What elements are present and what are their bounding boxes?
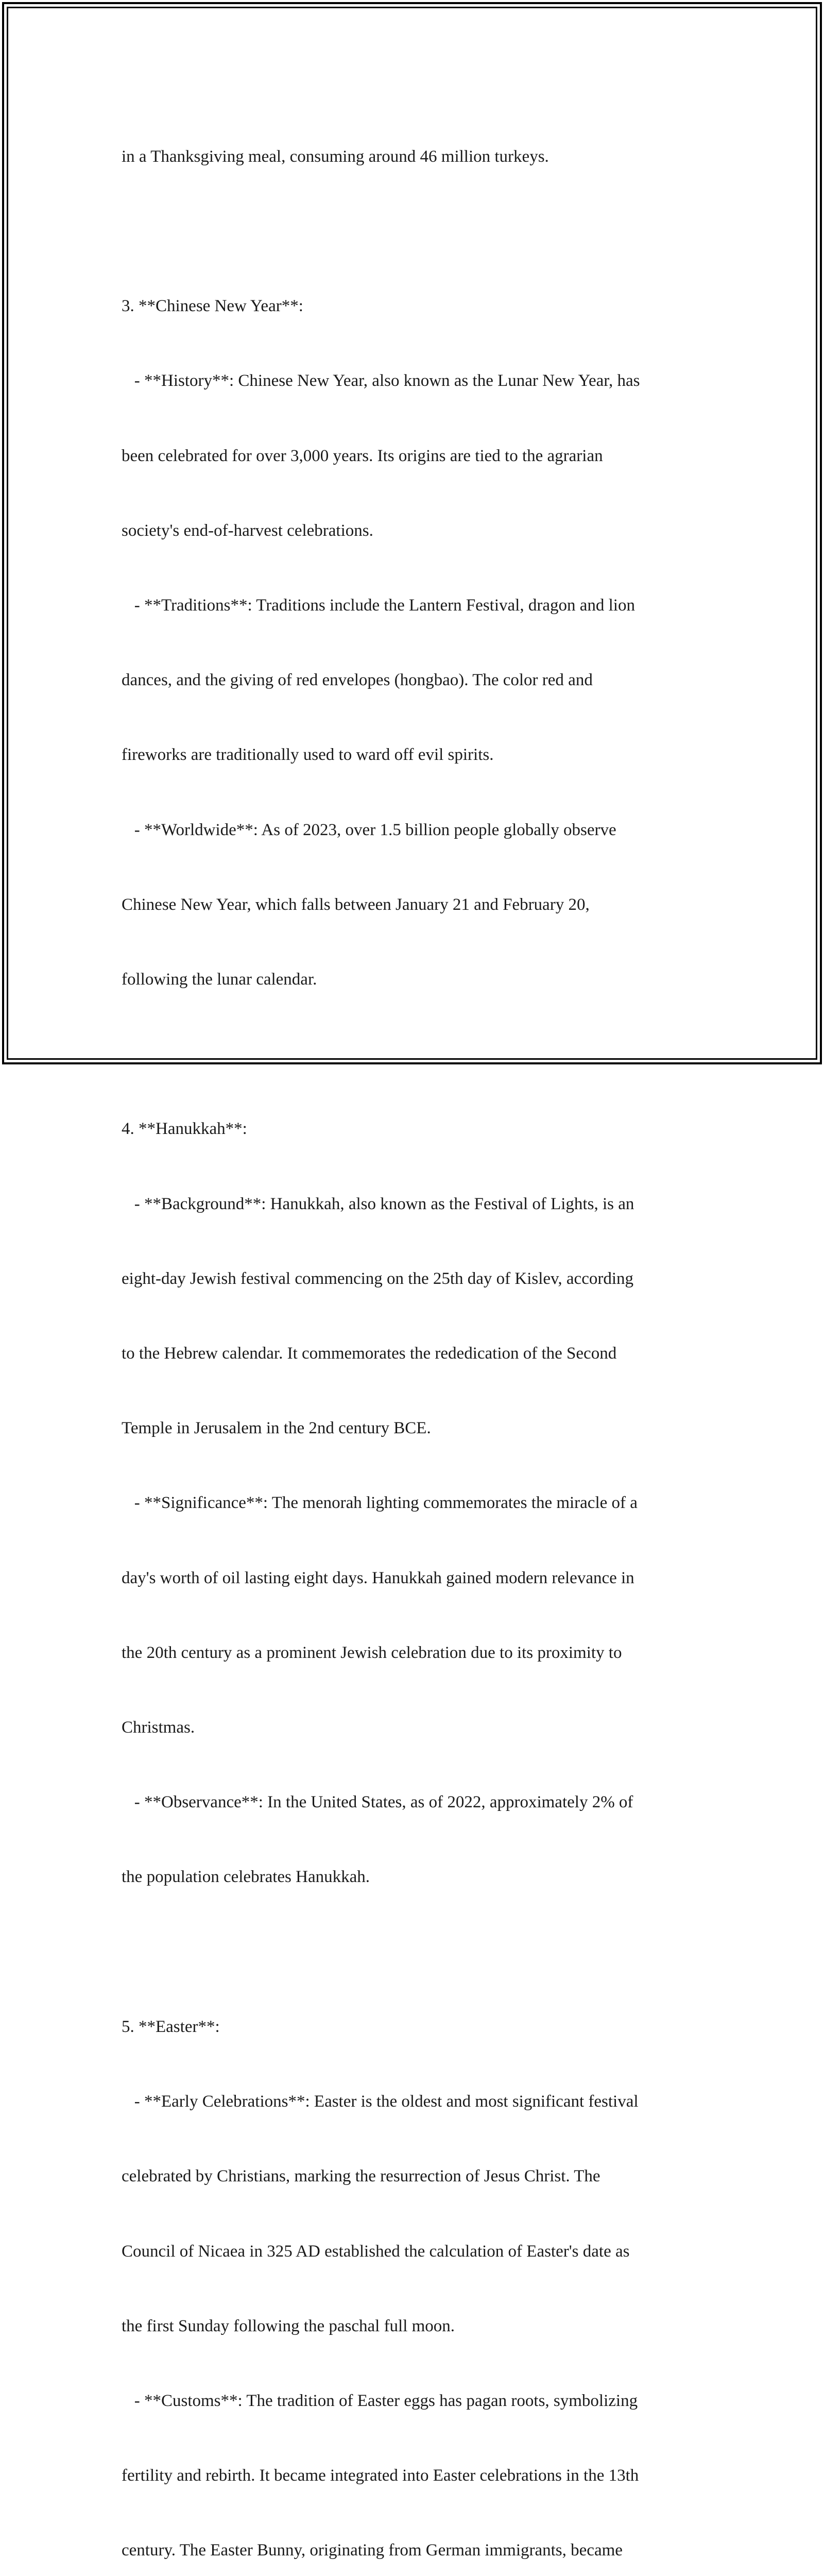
text-line: century. The Easter Bunny, originating from German immigrants, became <box>122 2541 623 2560</box>
text-line: fertility and rebirth. It became integrated into Easter celebrations in the 13th <box>122 2466 639 2485</box>
section-heading-chinese-new-year: 3. **Chinese New Year**: <box>122 297 303 316</box>
text-line: - **Customs**: The tradition of Easter eggs has pagan roots, symbolizing <box>122 2391 638 2410</box>
text-line: - **Early Celebrations**: Easter is the oldest and most significant festival <box>122 2092 639 2111</box>
text-line: - **Significance**: The menorah lighting commemorates the miracle of a <box>122 1494 638 1513</box>
text-line: fireworks are traditionally used to ward off evil spirits. <box>122 745 494 765</box>
text-line: Temple in Jerusalem in the 2nd century BCE. <box>122 1419 431 1438</box>
blank-line <box>122 219 714 244</box>
section-heading-easter: 5. **Easter**: <box>122 2017 220 2036</box>
text-line: - **Background**: Hanukkah, also known as the Festival of Lights, is an <box>122 1194 634 1213</box>
text-line: - **Worldwide**: As of 2023, over 1.5 billion people globally observe <box>122 820 616 839</box>
text-line: Christmas. <box>122 1718 195 1737</box>
text-line: Chinese New Year, which falls between January 21 and February 20, <box>122 895 590 914</box>
blank-line <box>122 1940 714 1964</box>
text-line: dances, and the giving of red envelopes (hongbao). The color red and <box>122 671 593 690</box>
text-line: the first Sunday following the paschal full moon. <box>122 2316 455 2335</box>
text-line: - **Traditions**: Traditions include the Lantern Festival, dragon and lion <box>122 596 635 615</box>
section-heading-hanukkah: 4. **Hanukkah**: <box>122 1120 247 1139</box>
text-line: eight-day Jewish festival commencing on the 25th day of Kislev, according <box>122 1269 634 1288</box>
text-line: the population celebrates Hanukkah. <box>122 1868 370 1887</box>
text-line: the 20th century as a prominent Jewish celebration due to its proximity to <box>122 1643 622 1662</box>
text-line: been celebrated for over 3,000 years. Its origins are tied to the agrarian <box>122 446 603 465</box>
text-line: to the Hebrew calendar. It commemorates the rededication of the Second <box>122 1344 617 1363</box>
text-line: - **History**: Chinese New Year, also known as the Lunar New Year, has <box>122 371 640 391</box>
blank-line <box>122 1042 714 1066</box>
text-line: Council of Nicaea in 325 AD established the calculation of Easter's date as <box>122 2242 630 2261</box>
text-line: celebrated by Christians, marking the resurrection of Jesus Christ. The <box>122 2167 600 2186</box>
text-line: in a Thanksgiving meal, consuming around 46 million turkeys. <box>122 147 549 166</box>
document-body <box>122 94 714 2576</box>
text-line: society's end-of-harvest celebrations. <box>122 521 373 540</box>
text-line: - **Observance**: In the United States, as of 2022, approximately 2% of <box>122 1793 633 1812</box>
text-line: day's worth of oil lasting eight days. Hanukkah gained modern relevance in <box>122 1568 634 1587</box>
text-line: following the lunar calendar. <box>122 970 317 989</box>
